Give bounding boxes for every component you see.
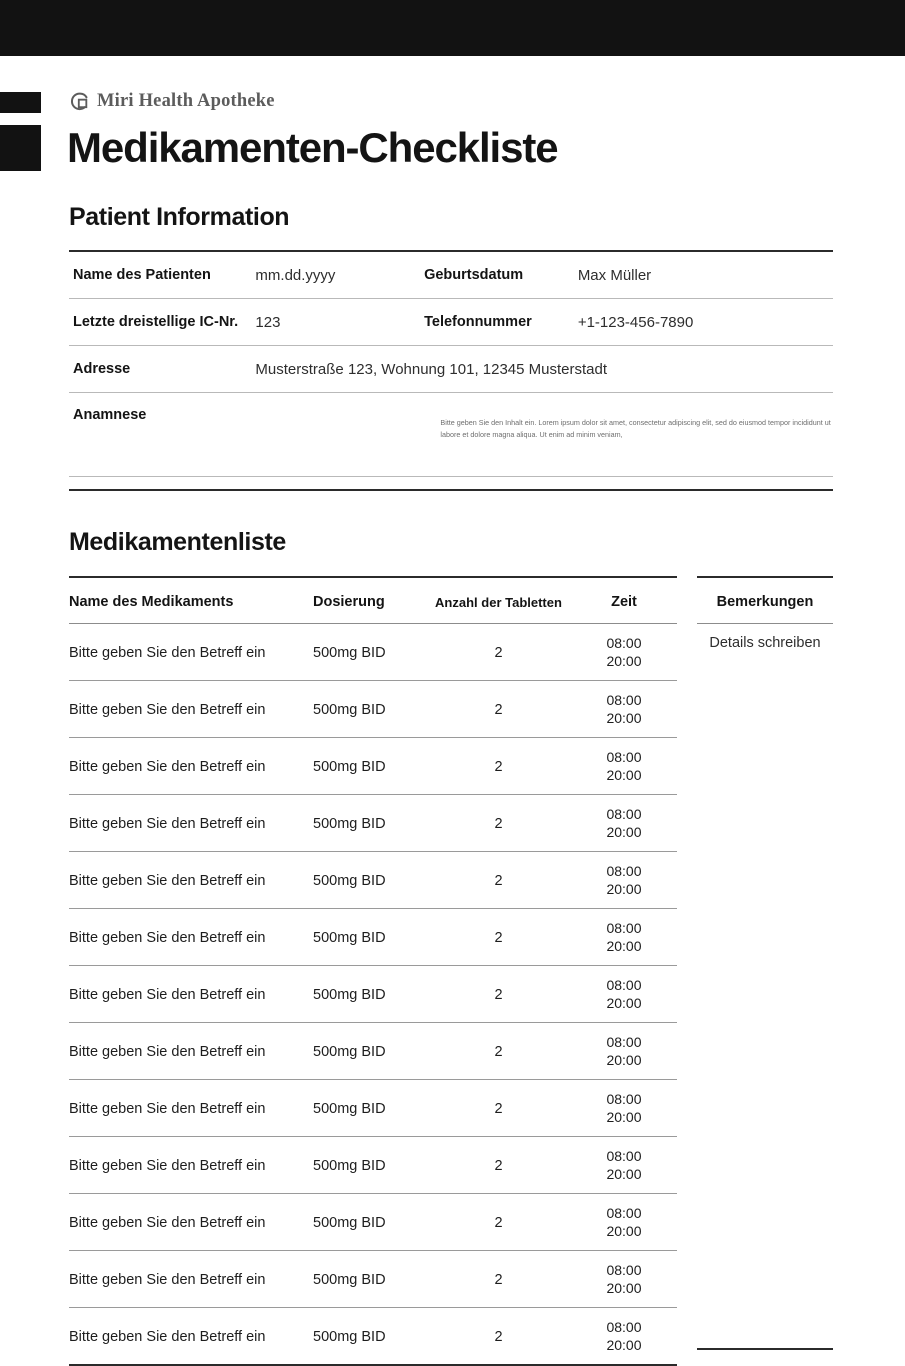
left-accent-block-small	[0, 92, 41, 113]
brand-lockup	[69, 88, 275, 114]
cell-tablet-count[interactable]: 2	[426, 1194, 571, 1251]
value-anamnese-note[interactable]: Bitte geben Sie den Inhalt ein. Lorem ipsum dolor sit amet, consectetur adipiscing elit, sed do eiusmod tempor incididunt ut labore et dolore magna aliqua. Ut enim ad minim veniam,	[440, 418, 831, 440]
label-patient-name: Name des Patienten	[73, 267, 211, 283]
patient-information-heading: Patient Information	[69, 203, 290, 231]
cell-tablet-count[interactable]: 2	[426, 1251, 571, 1308]
cell-tablet-count[interactable]: 2	[426, 909, 571, 966]
cell-dose[interactable]: 500mg BID	[313, 1308, 426, 1366]
cell-medication-name[interactable]: Bitte geben Sie den Betreff ein	[69, 681, 313, 738]
cell-time[interactable]: 08:00 20:00	[571, 1194, 677, 1251]
cell-time[interactable]: 08:00 20:00	[571, 795, 677, 852]
label-phone-number: Telefonnummer	[424, 314, 532, 330]
cell-medication-name[interactable]: Bitte geben Sie den Betreff ein	[69, 852, 313, 909]
cell-dose[interactable]: 500mg BID	[313, 1137, 426, 1194]
label-ic-number: Letzte dreistellige IC-Nr.	[73, 314, 239, 330]
cell-time[interactable]: 08:00 20:00	[571, 1308, 677, 1366]
cell-medication-name[interactable]: Bitte geben Sie den Betreff ein	[69, 1308, 313, 1366]
cell-time[interactable]: 08:00 20:00	[571, 738, 677, 795]
cell-dose[interactable]: 500mg BID	[313, 1023, 426, 1080]
table-row	[69, 738, 677, 795]
cell-time[interactable]: 08:00 20:00	[571, 681, 677, 738]
cell-tablet-count[interactable]: 2	[426, 738, 571, 795]
remarks-first-value[interactable]: Details schreiben	[709, 635, 821, 651]
cell-tablet-count[interactable]: 2	[426, 681, 571, 738]
cell-tablet-count[interactable]: 2	[426, 852, 571, 909]
table-row	[69, 1080, 677, 1137]
remarks-column-bottom-rule	[697, 1348, 833, 1350]
cell-medication-name[interactable]: Bitte geben Sie den Betreff ein	[69, 624, 313, 681]
patient-row-ic-number	[69, 299, 833, 346]
label-birthdate: Geburtsdatum	[424, 267, 524, 283]
column-header-tablet-count: Anzahl der Tabletten	[426, 577, 571, 624]
cell-medication-name[interactable]: Bitte geben Sie den Betreff ein	[69, 1080, 313, 1137]
cell-medication-name[interactable]: Bitte geben Sie den Betreff ein	[69, 795, 313, 852]
medication-table-header-row	[69, 577, 677, 624]
cell-time[interactable]: 08:00 20:00	[571, 1251, 677, 1308]
label-address: Adresse	[73, 361, 131, 377]
table-row	[69, 624, 677, 681]
cell-dose[interactable]: 500mg BID	[313, 738, 426, 795]
table-row	[69, 1194, 677, 1251]
table-row	[69, 1137, 677, 1194]
cell-dose[interactable]: 500mg BID	[313, 966, 426, 1023]
cell-medication-name[interactable]: Bitte geben Sie den Betreff ein	[69, 1251, 313, 1308]
table-row	[69, 852, 677, 909]
table-row	[69, 681, 677, 738]
cell-dose[interactable]: 500mg BID	[313, 624, 426, 681]
table-row	[69, 909, 677, 966]
medication-table-wrapper	[69, 576, 833, 1366]
table-row	[69, 966, 677, 1023]
cell-dose[interactable]: 500mg BID	[313, 1194, 426, 1251]
remarks-column	[697, 576, 833, 661]
column-header-remarks: Bemerkungen	[697, 576, 833, 624]
left-accent-block-large	[0, 125, 41, 171]
cell-medication-name[interactable]: Bitte geben Sie den Betreff ein	[69, 909, 313, 966]
patient-row-anamnese	[69, 393, 833, 477]
column-header-time: Zeit	[571, 577, 677, 624]
cell-time[interactable]: 08:00 20:00	[571, 852, 677, 909]
value-address[interactable]: Musterstraße 123, Wohnung 101, 12345 Musterstadt	[255, 361, 608, 378]
patient-row-name	[69, 251, 833, 299]
cell-time[interactable]: 08:00 20:00	[571, 1080, 677, 1137]
cell-tablet-count[interactable]: 2	[426, 966, 571, 1023]
table-row	[69, 1023, 677, 1080]
cell-time[interactable]: 08:00 20:00	[571, 1137, 677, 1194]
medication-table	[69, 576, 677, 1366]
table-row	[69, 795, 677, 852]
cell-medication-name[interactable]: Bitte geben Sie den Betreff ein	[69, 1023, 313, 1080]
cell-tablet-count[interactable]: 2	[426, 1080, 571, 1137]
cell-time[interactable]: 08:00 20:00	[571, 624, 677, 681]
cell-time[interactable]: 08:00 20:00	[571, 966, 677, 1023]
cell-tablet-count[interactable]: 2	[426, 624, 571, 681]
cell-dose[interactable]: 500mg BID	[313, 795, 426, 852]
column-header-medication-name: Name des Medikaments	[69, 577, 313, 624]
value-birthdate[interactable]: Max Müller	[577, 267, 652, 284]
cell-tablet-count[interactable]: 2	[426, 1308, 571, 1366]
value-phone-number[interactable]: +1-123-456-7890	[577, 314, 694, 331]
cell-dose[interactable]: 500mg BID	[313, 852, 426, 909]
patient-information-table	[69, 250, 833, 477]
cell-medication-name[interactable]: Bitte geben Sie den Betreff ein	[69, 738, 313, 795]
value-ic-number[interactable]: 123	[255, 314, 281, 331]
cell-tablet-count[interactable]: 2	[426, 1023, 571, 1080]
cell-dose[interactable]: 500mg BID	[313, 681, 426, 738]
table-row	[69, 1308, 677, 1366]
cell-time[interactable]: 08:00 20:00	[571, 1023, 677, 1080]
cell-dose[interactable]: 500mg BID	[313, 909, 426, 966]
page-title: Medikamenten-Checkliste	[67, 124, 558, 171]
patient-row-address	[69, 346, 833, 393]
medication-list-heading: Medikamentenliste	[69, 528, 286, 556]
cell-tablet-count[interactable]: 2	[426, 1137, 571, 1194]
table-row	[69, 1251, 677, 1308]
column-header-dose: Dosierung	[313, 577, 426, 624]
brand-name: Miri Health Apotheke	[97, 90, 275, 111]
cell-medication-name[interactable]: Bitte geben Sie den Betreff ein	[69, 1194, 313, 1251]
cell-medication-name[interactable]: Bitte geben Sie den Betreff ein	[69, 966, 313, 1023]
patient-section-bottom-rule	[69, 489, 833, 491]
g-logo-icon	[69, 91, 90, 112]
top-black-band	[0, 0, 905, 56]
value-patient-name[interactable]: mm.dd.yyyy	[255, 267, 336, 284]
label-anamnese: Anamnese	[73, 407, 147, 423]
cell-medication-name[interactable]: Bitte geben Sie den Betreff ein	[69, 1137, 313, 1194]
cell-dose[interactable]: 500mg BID	[313, 1080, 426, 1137]
cell-tablet-count[interactable]: 2	[426, 795, 571, 852]
cell-dose[interactable]: 500mg BID	[313, 1251, 426, 1308]
cell-time[interactable]: 08:00 20:00	[571, 909, 677, 966]
